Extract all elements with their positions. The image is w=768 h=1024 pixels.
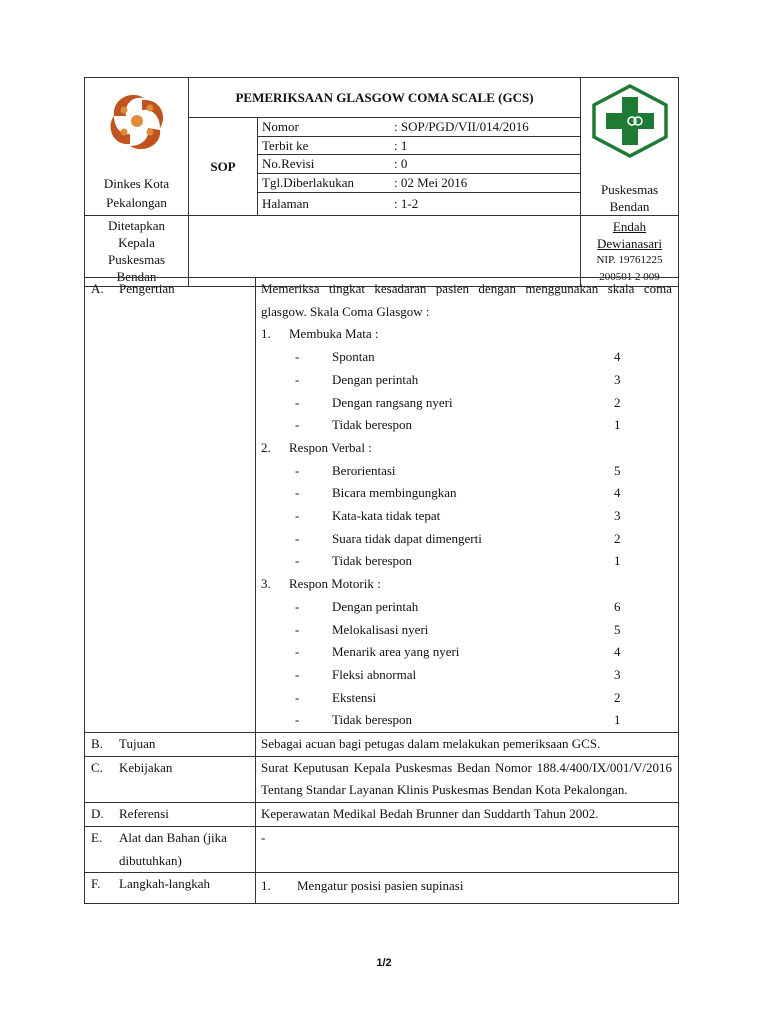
list-item: - Ekstensi 2: [295, 689, 621, 705]
meta-row-tanggal: [258, 174, 581, 193]
section-e-label-cell: [85, 826, 256, 872]
section-title: Referensi: [119, 806, 169, 822]
section-letter: D.: [91, 806, 104, 822]
signer-name: Endah Dewianasari: [597, 219, 662, 251]
kebijakan-text: Surat Keputusan Kepala Puskesmas Bedan Nomor 188.4/400/IX/001/V/2016 Tentang Standar Layanan Klinis Puskesmas Bendan Kota Pekalongan.: [256, 756, 679, 802]
group-title: Membuka Mata :: [289, 326, 379, 342]
group-number: 2.: [261, 439, 271, 455]
list-item: - Tidak berespon 1: [295, 553, 621, 569]
list-item: - Dengan perintah 3: [295, 371, 621, 387]
section-letter: A.: [91, 281, 104, 296]
section-f-label-cell: [85, 873, 256, 904]
group-number: 3.: [261, 576, 271, 592]
page-number: 1/2: [376, 957, 392, 969]
signature-space: [189, 216, 581, 287]
puskesmas-logo-icon: [590, 83, 670, 159]
section-letter: B.: [91, 736, 103, 752]
pengertian-intro: Memeriksa tingkat kesadaran pasien dengan menggunakan skala coma glasgow. Skala Coma Glasgow :: [261, 281, 672, 319]
left-logo-cell: [85, 78, 189, 216]
sop-header-table: [84, 77, 679, 287]
list-item: - Melokalisasi nyeri 5: [295, 621, 621, 637]
sop-label: SOP: [189, 118, 258, 216]
tujuan-text: Sebagai acuan bagi petugas dalam melakukan pemeriksaan GCS.: [256, 733, 679, 757]
meta-value: : 0: [394, 156, 408, 171]
list-item: - Tidak berespon 1: [295, 417, 621, 433]
list-item: - Spontan 4: [295, 349, 621, 365]
sop-content-table: [84, 277, 679, 904]
section-letter: E.: [91, 829, 103, 845]
signer-cell: [581, 216, 679, 287]
right-org-name: Puskesmas Bendan: [600, 182, 659, 214]
list-item: - Berorientasi 5: [295, 462, 621, 478]
section-b-label-cell: [85, 733, 256, 757]
meta-label: Tgl.Diberlakukan: [262, 175, 355, 190]
dinkes-logo-icon: [102, 86, 172, 156]
meta-row-nomor: [258, 118, 581, 137]
approval-label: Ditetapkan Kepala Puskesmas Bendan: [85, 216, 189, 287]
meta-label: No.Revisi: [262, 156, 315, 171]
langkah-content: [256, 873, 679, 904]
alat-bahan-text: -: [256, 826, 679, 872]
list-item: - Bicara membingungkan 4: [295, 485, 621, 501]
meta-row-revisi: [258, 155, 581, 174]
section-c-label-cell: [85, 756, 256, 802]
document-title: PEMERIKSAAN GLASGOW COMA SCALE (GCS): [189, 78, 581, 118]
meta-value: : 1: [394, 138, 408, 153]
group-title: Respon Motorik :: [289, 576, 381, 592]
group-number: 1.: [261, 326, 271, 342]
list-item: - Dengan rangsang nyeri 2: [295, 394, 621, 410]
meta-row-terbit: [258, 137, 581, 155]
list-item: - Menarik area yang nyeri 4: [295, 644, 621, 660]
meta-label: Terbit ke: [262, 138, 309, 153]
section-title: Kebijakan: [119, 759, 173, 775]
list-item: - Fleksi abnormal 3: [295, 666, 621, 682]
meta-value: : 1-2: [394, 196, 419, 211]
meta-label: Nomor: [262, 119, 299, 134]
section-title: Pengertian: [119, 281, 175, 296]
signer-nip: NIP. 19761225 200501 2 009: [596, 254, 663, 283]
section-letter: F.: [91, 876, 101, 892]
meta-value: : SOP/PGD/VII/014/2016: [394, 119, 529, 134]
group-title: Respon Verbal :: [289, 439, 372, 455]
list-item: - Tidak berespon 1: [295, 712, 621, 728]
section-letter: C.: [91, 759, 103, 775]
meta-value: : 02 Mei 2016: [394, 175, 468, 190]
list-item: - Dengan perintah 6: [295, 598, 621, 614]
meta-label: Halaman: [262, 196, 309, 211]
right-logo-cell: [581, 78, 679, 216]
referensi-text: Keperawatan Medikal Bedah Brunner dan Suddarth Tahun 2002.: [256, 803, 679, 827]
section-title: Tujuan: [119, 736, 156, 752]
list-item: - Suara tidak dapat dimengerti 2: [295, 530, 621, 546]
section-a-label-cell: [85, 278, 256, 733]
left-org-name: Dinkes Kota Pekalongan: [103, 176, 170, 210]
section-title: Langkah-langkah: [119, 876, 210, 892]
list-item: - Kata-kata tidak tepat 3: [295, 508, 621, 524]
step-text: Mengatur posisi pasien supinasi: [297, 878, 464, 894]
step-number: 1.: [261, 878, 271, 894]
section-d-label-cell: [85, 803, 256, 827]
section-a-content: [256, 278, 679, 733]
meta-row-halaman: [258, 193, 581, 216]
section-title: Alat dan Bahan (jika dibutuhkan): [119, 829, 227, 868]
